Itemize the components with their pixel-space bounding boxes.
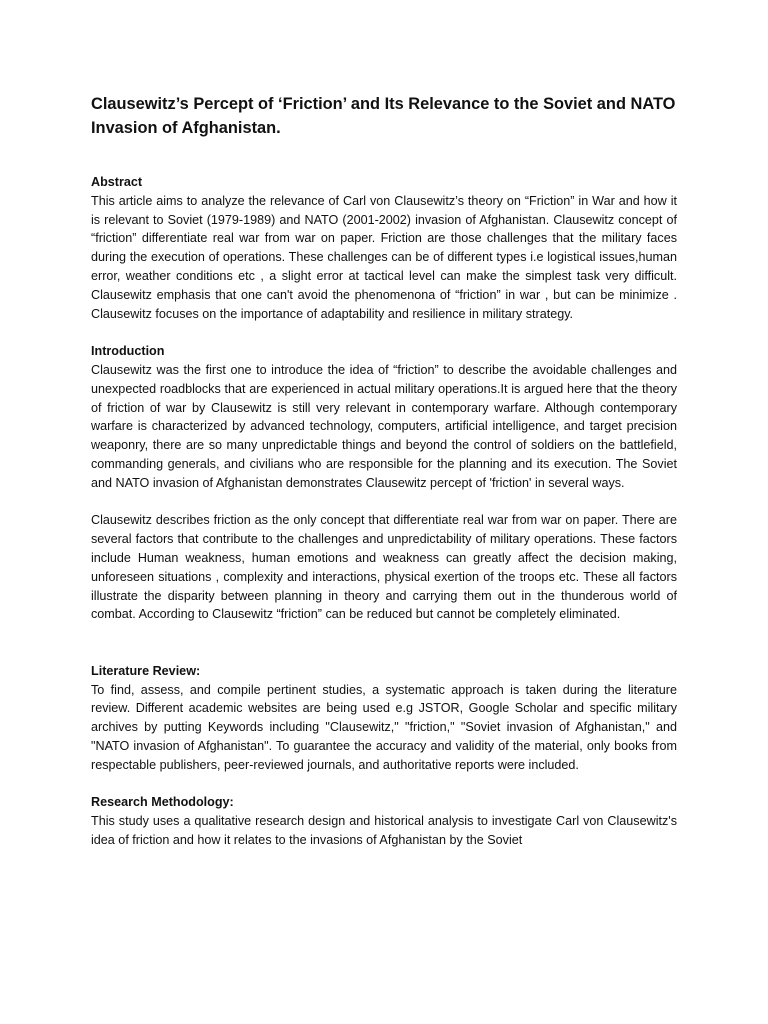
literature-review-paragraph: To find, assess, and compile pertinent studies, a systematic approach is taken during the literature review. Different academic websites are being used e.g JSTOR, Google Scholar and specific military archives by putting Keywords including "Clausewitz," "friction," "Soviet invasion of Afghanistan," and "NATO invasion of Afghanistan". To guarantee the accuracy and validity of the material, only books from respectable publishers, peer-reviewed journals, and authoritative reports were included. [91, 682, 677, 772]
introduction-heading: Introduction [91, 344, 165, 359]
introduction-paragraph-1: Clausewitz was the first one to introduce the idea of “friction” to describe the avoidable challenges and unexpected roadblocks that are experienced in actual military operations.It is argued here that the theory of friction of war by Clausewitz is still very relevant in contemporary warfare. Although contemporary warfare is characterized by advanced technology, computers, artificial intelligence, and target precision weaponry, there are so many unpredictable things and beyond the control of soldiers on the battlefield, commanding generals, and civilians who are responsible for the planning and its execution. The Soviet and NATO invasion of Afghanistan demonstrates Clausewitz percept of 'friction' in several ways. [91, 362, 677, 490]
spacer [91, 323, 677, 342]
research-methodology-section [91, 793, 677, 849]
abstract-section [91, 173, 677, 323]
spacer [91, 624, 677, 662]
spacer [91, 775, 677, 794]
research-methodology-heading: Research Methodology: [91, 795, 234, 810]
introduction-paragraph-2: Clausewitz describes friction as the only concept that differentiate real war from war on paper. There are several factors that contribute to the challenges and unpredictability of military operations. These factors include Human weakness, human emotions and weakness can greatly affect the decision making, unforeseen situations , complexity and interactions, physical exertion of the troops etc. These all factors illustrate the disparity between planning in theory and carrying them out in the thunderous world of combat. According to Clausewitz “friction” can be reduced but cannot be completely eliminated. [91, 513, 677, 622]
literature-review-heading: Literature Review: [91, 663, 201, 678]
research-methodology-paragraph: This study uses a qualitative research design and historical analysis to investigate Carl von Clausewitz's idea of friction and how it relates to the invasions of Afghanistan by the Soviet [91, 814, 677, 847]
document-title: Clausewitz’s Percept of ‘Friction’ and Its Relevance to the Soviet and NATO Invasion of Afghanistan. [91, 95, 676, 137]
abstract-paragraph: This article aims to analyze the relevance of Carl von Clausewitz’s theory on “Friction” in War and how it is relevant to Soviet (1979-1989) and NATO (2001-2002) invasion of Afghanistan. Clausewitz concept of “friction” differentiate real war from war on paper. Friction are those challenges that the military faces during the execution of operations. These challenges can be of different types i.e logistical issues,human error, weather conditions etc , a slight error at tactical level can make the simplest task very difficult. Clausewitz emphasis that one can't avoid the phenomenona of “friction” in war , but can be minimize . Clausewitz focuses on the importance of adaptability and resilience in military strategy. [91, 193, 677, 321]
literature-review-section [91, 662, 677, 775]
spacer [91, 493, 677, 512]
document-page [91, 92, 677, 850]
introduction-section [91, 342, 677, 624]
abstract-heading: Abstract [91, 175, 143, 189]
